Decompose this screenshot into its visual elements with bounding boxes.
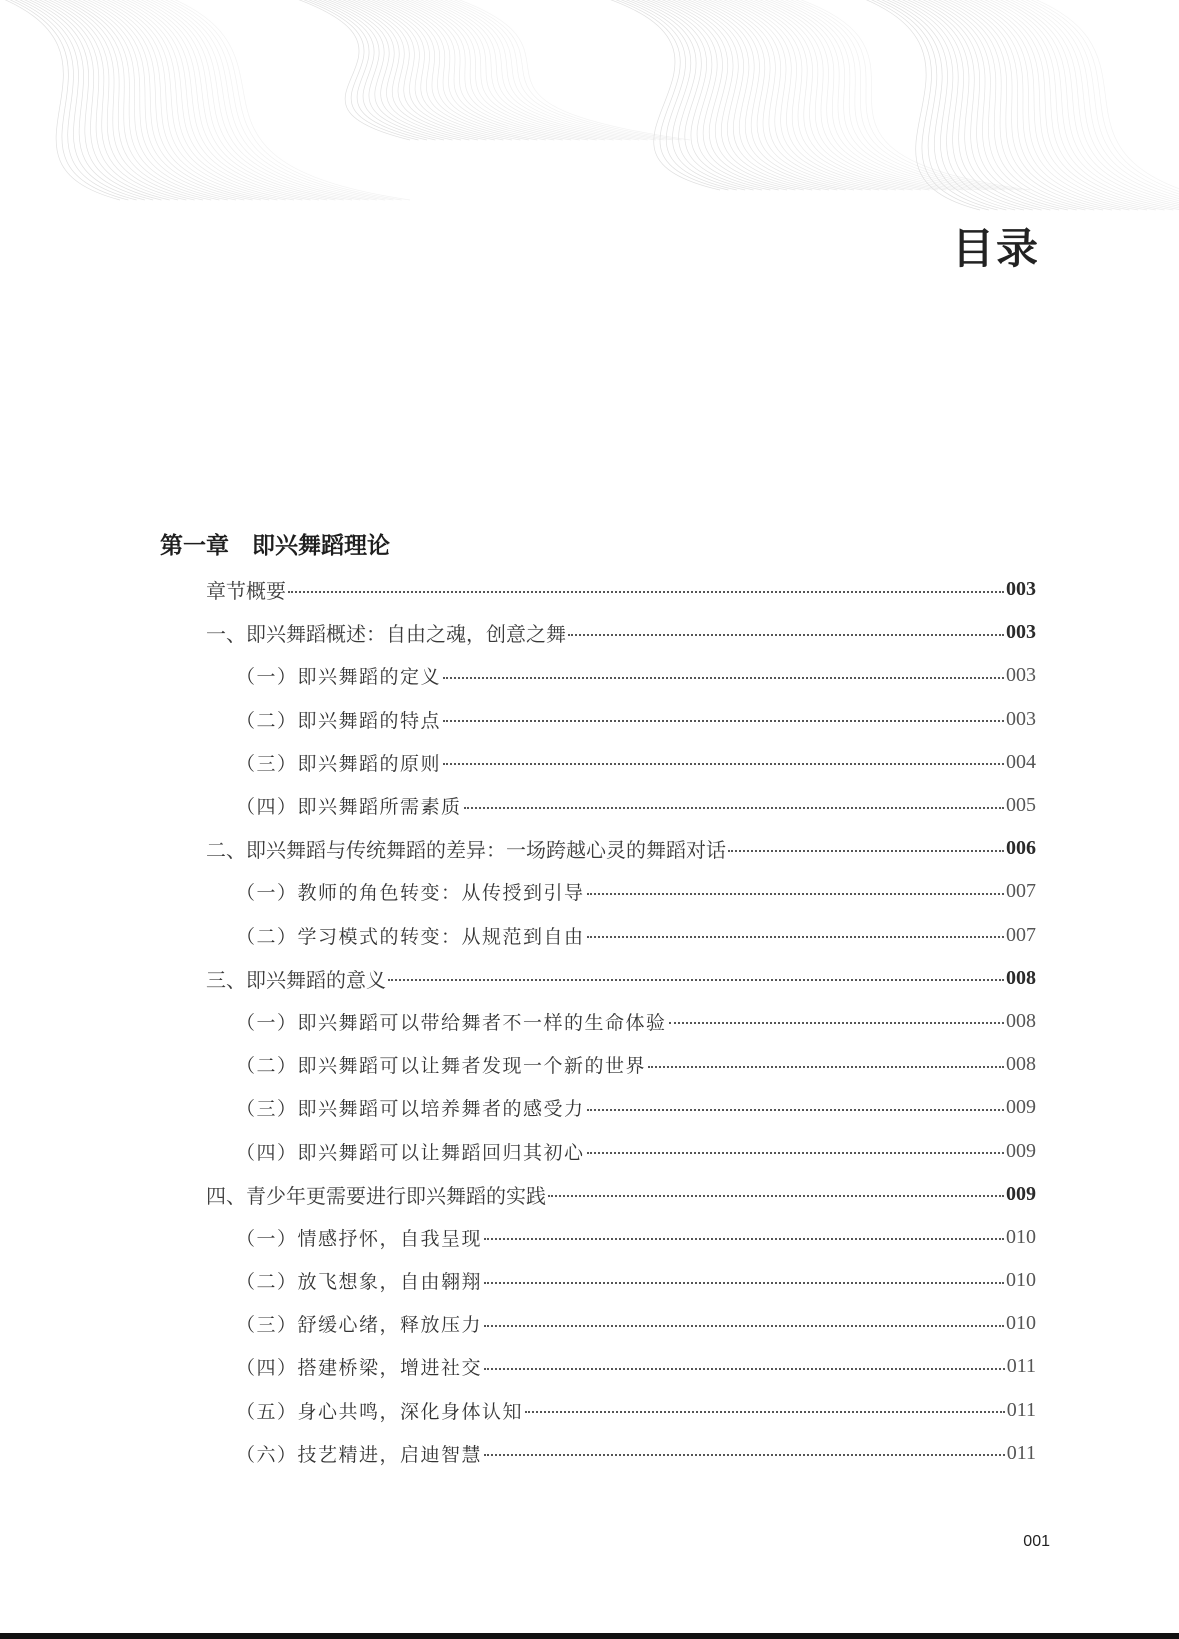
toc-entry-label: 四、青少年更需要进行即兴舞蹈的实践 (206, 1183, 546, 1208)
toc-entry-label: （三）舒缓心绪，释放压力 (236, 1314, 483, 1337)
toc-entry-page: 003 (1006, 707, 1036, 730)
toc-entry (0, 1000, 1179, 1043)
page-number: 001 (1023, 1533, 1050, 1550)
toc-entry-page: 007 (1006, 880, 1036, 903)
dot-leader (484, 1282, 1004, 1284)
toc-entry-page: 004 (1006, 750, 1036, 773)
toc-entry-label: 二、即兴舞蹈与传统舞蹈的差异：一场跨越心灵的舞蹈对话 (206, 838, 726, 863)
toc-entry-page: 011 (1006, 1398, 1036, 1421)
toc-entry-label: （三）即兴舞蹈的原则 (236, 752, 442, 775)
toc-entry (0, 1043, 1179, 1086)
toc-entry (0, 698, 1179, 741)
toc-entry-label: （四）即兴舞蹈可以让舞蹈回归其初心 (236, 1141, 585, 1164)
toc-entry (0, 957, 1179, 1000)
dot-leader (288, 591, 1004, 593)
toc-entry (0, 1432, 1179, 1475)
toc-entry-page: 003 (1006, 578, 1036, 601)
dot-leader (587, 936, 1004, 938)
chapter-heading: 第一章 即兴舞蹈理论 (160, 532, 390, 559)
dot-leader (464, 807, 1004, 809)
toc-entry (0, 1345, 1179, 1388)
toc-entry-label: （一）即兴舞蹈可以带给舞者不一样的生命体验 (236, 1011, 667, 1034)
toc-entry (0, 654, 1179, 697)
toc-entry (0, 1302, 1179, 1345)
dot-leader (443, 763, 1004, 765)
toc-entry-label: （二）即兴舞蹈的特点 (236, 709, 442, 732)
toc-entry (0, 1389, 1179, 1432)
toc-entry-label: （一）教师的角色转变：从传授到引导 (236, 882, 585, 905)
dot-leader (548, 1195, 1004, 1197)
toc-entry (0, 827, 1179, 870)
toc-entry-page: 007 (1006, 923, 1036, 946)
toc-entry-label: 章节概要 (206, 579, 286, 604)
dot-leader (484, 1454, 1005, 1456)
toc-entry (0, 870, 1179, 913)
toc-entry (0, 741, 1179, 784)
toc-entry (0, 1086, 1179, 1129)
toc-entry-label: （五）身心共鸣，深化身体认知 (236, 1400, 524, 1423)
toc-entry-page: 010 (1006, 1269, 1036, 1292)
dot-leader (484, 1368, 1005, 1370)
dot-leader (568, 634, 1004, 636)
toc-entry-label: （四）即兴舞蹈所需素质 (236, 796, 462, 819)
toc-entry-page: 011 (1006, 1441, 1036, 1464)
toc-entry-page: 010 (1006, 1225, 1036, 1248)
dot-leader (525, 1411, 1005, 1413)
toc-entry (0, 1129, 1179, 1172)
dot-leader (587, 1152, 1004, 1154)
wave-line-decoration (0, 0, 1179, 230)
toc-entry (0, 1216, 1179, 1259)
toc-entry-label: 一、即兴舞蹈概述：自由之魂，创意之舞 (206, 622, 566, 647)
toc-entry-label: （一）即兴舞蹈的定义 (236, 666, 442, 689)
toc-entry-label: （三）即兴舞蹈可以培养舞者的感受力 (236, 1098, 585, 1121)
dot-leader (728, 850, 1004, 852)
toc-entry-page: 003 (1006, 621, 1036, 644)
toc-entry-page: 009 (1006, 1182, 1036, 1205)
toc-entry-page: 011 (1006, 1355, 1036, 1378)
toc-entry-label: （二）放飞想象，自由翱翔 (236, 1271, 483, 1294)
dot-leader (443, 720, 1004, 722)
toc-entry-label: （六）技艺精进，启迪智慧 (236, 1443, 483, 1466)
dot-leader (648, 1066, 1004, 1068)
dot-leader (443, 677, 1004, 679)
toc-entry-page: 006 (1006, 837, 1036, 860)
toc-entry-page: 008 (1006, 966, 1036, 989)
toc-list (0, 568, 1179, 1475)
toc-entry-label: （四）搭建桥梁，增进社交 (236, 1357, 483, 1380)
bottom-edge-bar (0, 1633, 1179, 1639)
dot-leader (587, 1109, 1004, 1111)
toc-entry-label: （一）情感抒怀，自我呈现 (236, 1227, 483, 1250)
dot-leader (388, 979, 1004, 981)
dot-leader (669, 1022, 1004, 1024)
page-title: 目录 (951, 224, 1040, 273)
dot-leader (484, 1238, 1004, 1240)
toc-entry-page: 009 (1006, 1139, 1036, 1162)
toc-entry-label: 三、即兴舞蹈的意义 (206, 967, 386, 992)
toc-entry (0, 914, 1179, 957)
toc-entry-page: 003 (1006, 664, 1036, 687)
toc-entry (0, 1259, 1179, 1302)
toc-entry (0, 1173, 1179, 1216)
toc-entry-label: （二）学习模式的转变：从规范到自由 (236, 925, 585, 948)
dot-leader (484, 1325, 1004, 1327)
toc-entry-label: （二）即兴舞蹈可以让舞者发现一个新的世界 (236, 1055, 647, 1078)
toc-entry (0, 784, 1179, 827)
toc-entry-page: 005 (1006, 794, 1036, 817)
toc-entry-page: 010 (1006, 1312, 1036, 1335)
dot-leader (587, 893, 1004, 895)
toc-entry-page: 008 (1006, 1053, 1036, 1076)
toc-entry (0, 611, 1179, 654)
toc-entry-page: 008 (1006, 1009, 1036, 1032)
toc-entry (0, 568, 1179, 611)
toc-entry-page: 009 (1006, 1096, 1036, 1119)
